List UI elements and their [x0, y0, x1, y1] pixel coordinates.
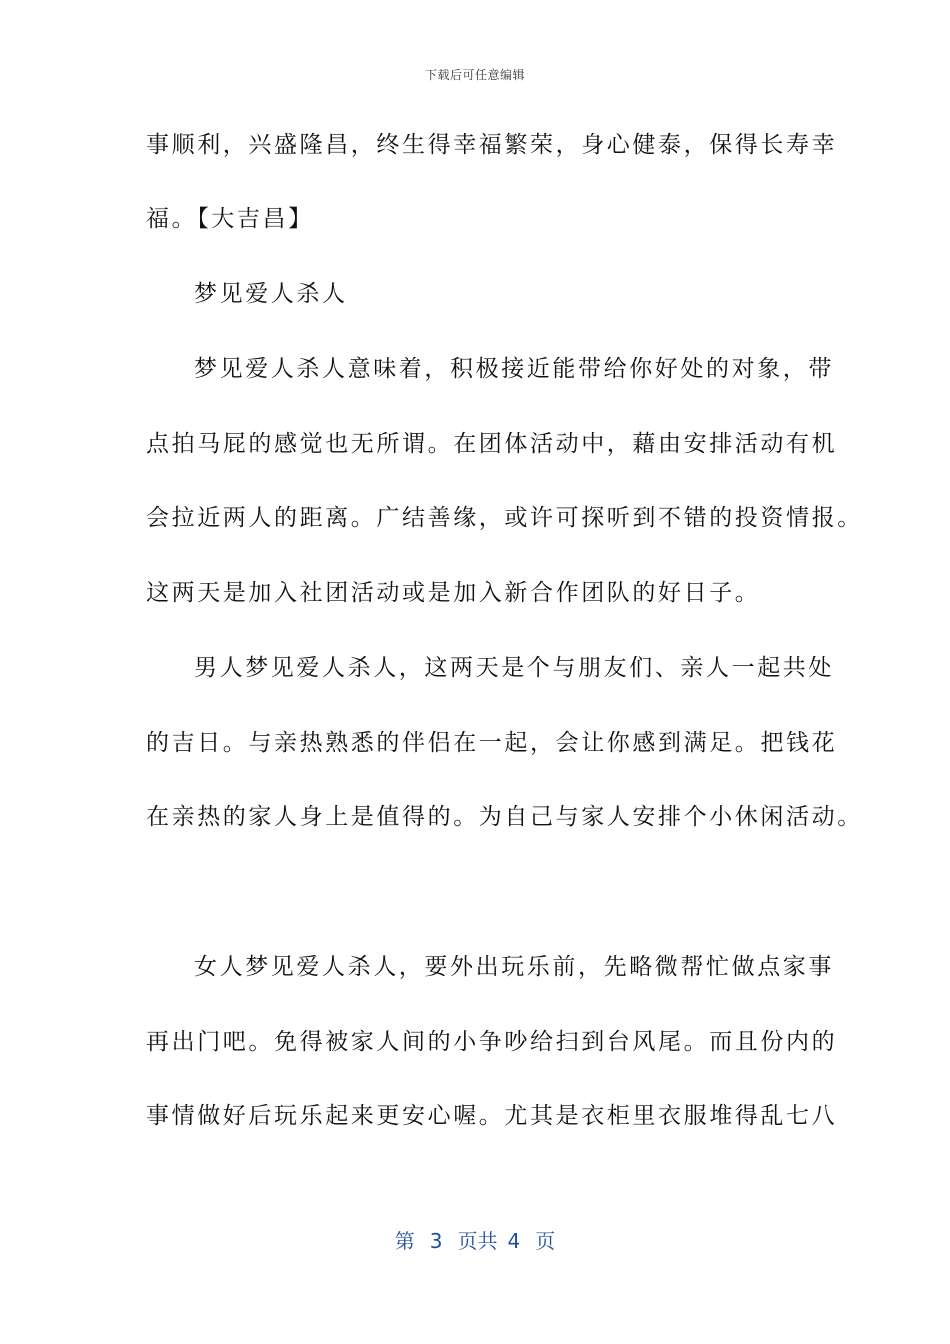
page-prefix: 第	[394, 1229, 415, 1253]
body-line: 福。【大吉昌】	[146, 206, 314, 232]
header-note: 下载后可任意编辑	[424, 68, 525, 82]
page-mid: 页共	[457, 1229, 498, 1253]
body-line: 点拍马屁的感觉也无所谓。在团体活动中，藉由安排活动有机	[146, 431, 838, 457]
body-line: 事顺利，兴盛隆昌，终生得幸福繁荣，身心健泰，保得长寿幸	[146, 132, 838, 158]
body-line: 女人梦见爱人杀人，要外出玩乐前，先略微帮忙做点家事	[194, 954, 834, 980]
page-suffix: 页	[535, 1229, 556, 1253]
page-number-footer	[0, 1225, 950, 1254]
page-current: 3	[429, 1229, 443, 1253]
body-line: 在亲热的家人身上是值得的。为自己与家人安排个小休闲活动。	[146, 804, 863, 830]
body-line: 再出门吧。免得被家人间的小争吵给扫到台风尾。而且份内的	[146, 1029, 838, 1055]
section-heading: 梦见爱人杀人	[194, 281, 348, 307]
body-line: 会拉近两人的距离。广结善缘，或许可探听到不错的投资情报。	[146, 505, 863, 531]
body-line: 这两天是加入社团活动或是加入新合作团队的好日子。	[146, 580, 761, 606]
body-line: 男人梦见爱人杀人，这两天是个与朋友们、亲人一起共处	[194, 655, 834, 681]
body-line: 梦见爱人杀人意味着，积极接近能带给你好处的对象，带	[194, 356, 834, 382]
body-line: 的吉日。与亲热熟悉的伴侣在一起，会让你感到满足。把钱花	[146, 730, 838, 756]
page-total: 4	[507, 1229, 521, 1253]
body-line: 事情做好后玩乐起来更安心喔。尤其是衣柜里衣服堆得乱七八	[146, 1103, 838, 1129]
